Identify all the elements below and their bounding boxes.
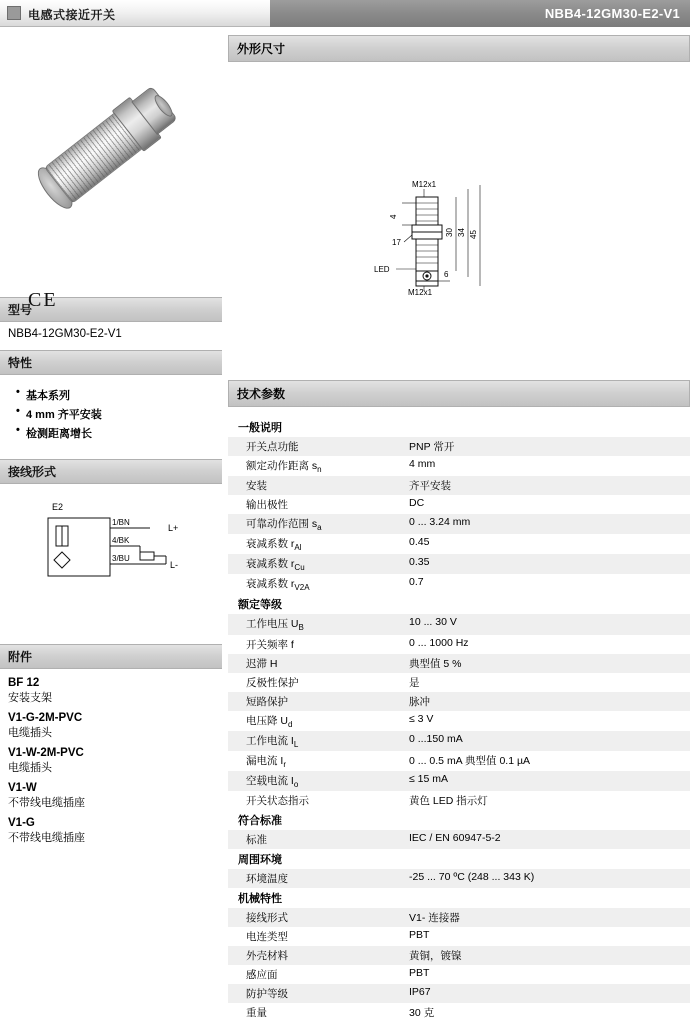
list-item: V1-W-2M-PVC — [8, 747, 84, 759]
model-section — [0, 322, 222, 350]
spec-key: 安装 — [228, 476, 403, 495]
spec-key: 重量 — [246, 1006, 267, 1019]
features-heading: 特性 — [0, 350, 222, 375]
table-row — [228, 534, 690, 554]
dim-label-34: 34 — [457, 228, 466, 237]
spec-value: PNP 常开 — [403, 437, 690, 456]
spec-key: 开关频率 f — [246, 638, 294, 651]
spec-key: 环境温度 — [228, 869, 403, 888]
ce-mark-icon: CE — [28, 289, 58, 311]
spec-value: 0 ... 1000 Hz — [409, 636, 469, 649]
page-header — [0, 0, 690, 27]
list-item: V1-W — [8, 782, 37, 794]
spec-value: 0 ... 3.24 mm — [403, 514, 690, 534]
table-row — [228, 692, 690, 711]
spec-value: 0 ... 0.5 mA 典型值 0.1 µA — [409, 754, 531, 767]
spec-key: 漏电流 $I_r$ — [246, 754, 287, 769]
table-row — [228, 673, 690, 692]
spec-key: 短路保护 — [228, 692, 403, 711]
table-row — [228, 731, 690, 751]
list-item: • 4 mm 齐平安装 — [26, 406, 214, 422]
dim-label-bottom-thread: M12x1 — [408, 288, 433, 297]
dim-label-6: 6 — [444, 270, 449, 279]
table-row — [228, 946, 690, 965]
spec-key: 电压降 $U_d$ — [246, 714, 293, 729]
wiring-label-bn: 1/BN — [112, 518, 130, 527]
specs-table — [228, 417, 690, 1022]
table-row — [228, 495, 690, 514]
table-row — [228, 1003, 690, 1022]
specs-heading: 技术参数 — [228, 380, 690, 407]
spec-value: 10 ... 30 V — [403, 614, 690, 634]
spec-value: 0.35 — [403, 554, 690, 574]
table-row — [228, 476, 690, 495]
specs-table-wrapper — [228, 417, 690, 1022]
table-row — [228, 437, 690, 456]
spec-value: 是 — [409, 676, 420, 689]
spec-group-header: 周围环境 — [228, 849, 690, 869]
spec-key: 额定动作距离 $s_n$ — [246, 460, 322, 475]
table-row — [228, 635, 690, 654]
spec-value: IP67 — [403, 984, 690, 1003]
spec-key: 工作电流 $I_L$ — [228, 731, 403, 751]
spec-value: 黄色 LED 指示灯 — [409, 794, 488, 807]
spec-key: 感应面 — [246, 968, 278, 981]
header-model-number: NBB4-12GM30-E2-V1 — [270, 0, 690, 27]
spec-key: 反极性保护 — [246, 676, 299, 689]
spec-group-header: 机械特性 — [228, 888, 690, 908]
spec-key: 电连类型 — [246, 930, 288, 943]
spec-value: ≤ 3 V — [409, 712, 434, 725]
model-heading: 型号 — [0, 297, 222, 322]
spec-value: 30 克 — [409, 1006, 435, 1019]
table-row — [228, 908, 690, 927]
spec-value: PBT — [409, 928, 430, 941]
spec-key: 标准 — [228, 830, 403, 849]
list-item: V1-G-2M-PVC — [8, 712, 83, 724]
wiring-label-plus: L+ — [168, 523, 179, 533]
spec-group-header: 符合标准 — [228, 810, 690, 830]
dim-label-17: 17 — [392, 238, 401, 247]
right-column — [228, 35, 690, 1022]
features-section — [0, 375, 222, 459]
spec-key: 衰减系数 $r_{V2A}$ — [246, 578, 310, 593]
list-item: V1-G — [8, 817, 35, 829]
spec-key: 衰减系数 $r_{Al}$ — [246, 538, 302, 553]
spec-group-header: 一般说明 — [228, 417, 690, 437]
table-row — [228, 654, 690, 673]
table-row — [228, 927, 690, 946]
wiring-diagram — [0, 484, 222, 644]
wiring-diagram-svg — [0, 484, 222, 644]
spec-value: -25 ... 70 ºC (248 ... 343 K) — [403, 869, 690, 888]
table-row — [228, 574, 690, 594]
table-row — [228, 711, 690, 731]
spec-value: 0 ...150 mA — [403, 731, 690, 751]
dim-label-4: 4 — [389, 214, 398, 219]
spec-value: DC — [409, 497, 425, 510]
list-item: 安装支架 — [8, 692, 52, 704]
dim-label-45: 45 — [469, 230, 478, 239]
model-value: NBB4-12GM30-E2-V1 — [8, 328, 122, 340]
table-row — [228, 869, 690, 888]
spec-key: 输出极性 — [246, 499, 288, 512]
spec-value: 0.7 — [409, 576, 424, 589]
list-item: 不带线电缆插座 — [8, 832, 85, 844]
spec-key: 开关点功能 — [228, 437, 403, 456]
list-item: 电缆插头 — [8, 727, 52, 739]
spec-key: 外壳材料 — [228, 946, 403, 965]
wiring-label-minus: L- — [170, 560, 179, 570]
spec-key: 可靠动作范围 $s_a$ — [228, 514, 403, 534]
header-swatch-icon — [7, 6, 21, 20]
table-row — [228, 791, 690, 810]
spec-key: 开关状态指示 — [246, 794, 309, 807]
features-list — [8, 387, 214, 441]
spec-value: V1- 连接器 — [403, 908, 690, 927]
spec-key: 接线形式 — [228, 908, 403, 927]
spec-key: 迟滞 H — [228, 654, 403, 673]
list-item: • 检测距离增长 — [26, 425, 214, 441]
accessories-heading: 附件 — [0, 644, 222, 669]
wiring-label-bk: 4/BK — [112, 536, 130, 545]
page-title: 电感式接近开关 — [28, 8, 116, 22]
spec-value: 4 mm — [409, 458, 436, 470]
dimensions-heading: 外形尺寸 — [228, 35, 690, 62]
spec-key: 空载电流 $I_o$ — [228, 771, 403, 791]
left-column — [0, 27, 222, 903]
spec-value: PBT — [409, 966, 430, 979]
list-item: • 基本系列 — [26, 387, 214, 403]
table-row — [228, 965, 690, 984]
table-row — [228, 984, 690, 1003]
dim-label-top-thread: M12x1 — [412, 180, 437, 189]
spec-key: 衰减系数 $r_{Cu}$ — [228, 554, 403, 574]
table-row — [228, 614, 690, 634]
dim-label-led: LED — [374, 265, 390, 274]
table-row — [228, 751, 690, 771]
list-item: BF 12 — [8, 677, 40, 689]
spec-key: 防护等级 — [228, 984, 403, 1003]
list-item: 不带线电缆插座 — [8, 797, 85, 809]
wiring-label-bu: 3/BU — [112, 554, 130, 563]
dim-label-30: 30 — [445, 228, 454, 237]
wiring-heading: 接线形式 — [0, 459, 222, 484]
spec-value: 黄铜，镀镍 — [403, 946, 690, 965]
spec-value: IEC / EN 60947-5-2 — [403, 830, 690, 849]
list-item: 电缆插头 — [8, 762, 52, 774]
dimension-drawing — [228, 62, 690, 380]
spec-group-header: 额定等级 — [228, 594, 690, 614]
spec-value: 典型值 5 % — [403, 654, 690, 673]
spec-value: 脉冲 — [403, 692, 690, 711]
spec-value: 齐平安装 — [403, 476, 690, 495]
wiring-label-type: E2 — [52, 502, 64, 512]
table-row — [228, 830, 690, 849]
spec-value: 0.45 — [409, 536, 430, 549]
spec-value: ≤ 15 mA — [403, 771, 690, 791]
table-row — [228, 771, 690, 791]
dimension-drawing-svg — [368, 167, 668, 367]
table-row — [228, 514, 690, 534]
sensor-illustration — [28, 64, 195, 224]
table-row — [228, 456, 690, 476]
spec-key: 工作电压 $U_B$ — [228, 614, 403, 634]
table-row — [228, 554, 690, 574]
accessories-section — [0, 669, 222, 856]
